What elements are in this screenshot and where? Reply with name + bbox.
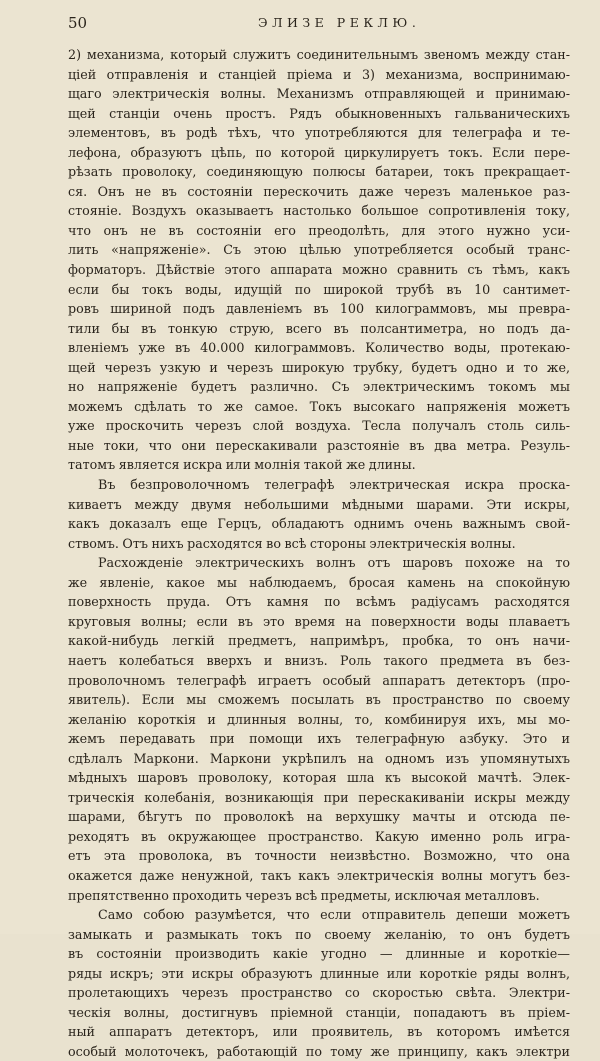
text-line: ный аппаратъ детекторъ, или проявитель, въ которомъ имѣется	[68, 1024, 570, 1040]
text-line: ствомъ. Отъ нихъ расходятся во всѣ стороны электрическiя волны.	[68, 535, 516, 551]
text-line: можемъ сдѣлать то же самое. Токъ высокаго напряженiя можетъ	[68, 398, 570, 414]
running-title: ЭЛИЗЕ РЕКЛЮ.	[258, 15, 421, 30]
text-line: цiей отправленiя и станцiей прiема и 3) механизма, воспринимаю-	[68, 66, 570, 82]
text-line: етъ эта проволока, въ точности неизвѣстно. Возможно, что она	[68, 848, 570, 864]
text-line: окажется даже ненужной, такъ какъ электрическiя волны могутъ без-	[68, 867, 570, 883]
body-text	[68, 45, 570, 1061]
text-line: же явленiе, какое мы наблюдаемъ, бросая камень на спокойную	[68, 574, 570, 590]
text-line: замыкать и размыкать токъ по своему желанiю, то онъ будетъ	[68, 926, 570, 942]
text-line: жемъ передавать при помощи ихъ телеграфную азбуку. Это и	[68, 731, 570, 747]
text-line: ные токи, что они перескакивали разстоянiе въ два метра. Резуль-	[68, 437, 570, 453]
text-line: въ состоянiи производить какiе угодно — длинные и короткiе—	[68, 946, 570, 962]
text-line: особый молоточекъ, работающiй по тому же принципу, какъ электри	[68, 1043, 570, 1059]
text-line: мѣдныхъ шаровъ проволоку, которая шла къ высокой мачтѣ. Элек-	[68, 770, 570, 786]
page-header	[68, 14, 570, 38]
text-line: сдѣлалъ Маркони. Маркони укрѣпилъ на одномъ изъ упомянутыхъ	[68, 750, 570, 766]
text-line: щей станцiи очень простъ. Рядъ обыкновенныхъ гальваническихъ	[68, 105, 570, 121]
text-line: уже проскочить черезъ слой воздуха. Тесла получалъ столь силь-	[68, 418, 570, 434]
text-line: Само собою разумѣется, что если отправитель депеши можетъ	[98, 907, 570, 923]
text-line: желанiю короткiя и длинныя волны, то, комбинируя ихъ, мы мо-	[68, 711, 570, 727]
text-line: ческiя волны, достигнувъ прiемной станцiи, попадаютъ въ прiем-	[68, 1004, 570, 1020]
text-line: форматоръ. Дѣйствiе этого аппарата можно сравнить съ тѣмъ, какъ	[68, 262, 570, 278]
text-line: пролетающихъ черезъ пространство со скоростью свѣта. Электри-	[68, 985, 570, 1001]
text-line: поверхность пруда. Отъ камня по всѣмъ радiусамъ расходятся	[68, 594, 570, 610]
text-line: проволочномъ телеграфѣ играетъ особый аппаратъ детекторъ (про-	[68, 672, 570, 688]
text-line: щаго электрическiя волны. Механизмъ отправляющей и принимаю-	[68, 86, 570, 102]
text-line: явитель). Если мы сможемъ посылать въ пространство по своему	[68, 692, 570, 708]
text-line: трическiя колебанiя, возникающiя при перескакиванiи искры между	[68, 789, 570, 805]
text-line: ряды искръ; эти искры образуютъ длинные или короткiе ряды волнъ,	[68, 965, 570, 981]
text-line: лефона, образуютъ цѣпь, по которой циркулируетъ токъ. Если пере-	[68, 144, 570, 160]
text-line: но напряженiе будетъ различно. Съ электрическимъ токомъ мы	[68, 379, 570, 395]
text-line: рѣзать проволоку, соединяющую полюсы батареи, токъ прекращает-	[68, 164, 570, 180]
text-line: татомъ является искра или молнiя такой же длины.	[68, 457, 416, 473]
text-line: киваетъ между двумя небольшими мѣдными шарами. Эти искры,	[68, 496, 570, 512]
text-line: какой-нибудь легкiй предметъ, напримѣръ, пробка, то онъ начи-	[68, 633, 570, 649]
text-line: вленiемъ уже въ 40.000 килограммовъ. Количество воды, протекаю-	[68, 340, 570, 356]
text-line: круговыя волны; если въ это время на поверхности воды плаваетъ	[68, 613, 570, 629]
text-line: ся. Онъ не въ состоянiи перескочить даже черезъ маленькое раз-	[68, 183, 570, 199]
text-line: Въ безпроволочномъ телеграфѣ электрическая искра проска-	[98, 477, 570, 493]
text-line: ровъ шириной подъ давленiемъ въ 100 килограммовъ, мы превра-	[68, 301, 570, 317]
text-line: 2) механизма, который служитъ соединительнымъ звеномъ между стан-	[68, 47, 570, 62]
page-number: 50	[68, 14, 88, 32]
text-line: что онъ не въ состоянiи его преодолѣть, для этого нужно уси-	[68, 222, 570, 238]
text-line: тили бы въ тонкую струю, всего въ полсантиметра, но подъ да-	[68, 320, 570, 336]
text-line: лить «напряженiе». Съ этою цѣлью употребляется особый транс-	[68, 242, 570, 258]
text-line: шарами, бѣгутъ по проволокѣ на верхушку мачты и отсюда пе-	[68, 809, 570, 825]
text-line: стоянiе. Воздухъ оказываетъ настолько большое сопротивленiя току,	[68, 203, 570, 219]
text-line: какъ доказалъ еще Герцъ, обладаютъ однимъ очень важнымъ свой-	[68, 516, 570, 532]
text-line: Расхожденiе электрическихъ волнъ отъ шаровъ похоже на то	[98, 555, 570, 571]
text-line: щей черезъ узкую и черезъ широкую трубку, будетъ одно и то же,	[68, 359, 570, 375]
text-line: наетъ колебаться вверхъ и внизъ. Роль такого предмета въ без-	[68, 652, 570, 668]
text-line: реходятъ въ окружающее пространство. Какую именно роль игра-	[68, 828, 570, 844]
text-line: препятственно проходить черезъ всѣ предметы, исключая металловъ.	[68, 887, 540, 903]
text-line: элементовъ, въ родѣ тѣхъ, что употребляются для телеграфа и те-	[68, 125, 570, 141]
text-line: если бы токъ воды, идущiй по широкой трубѣ въ 10 сантимет-	[68, 281, 570, 297]
